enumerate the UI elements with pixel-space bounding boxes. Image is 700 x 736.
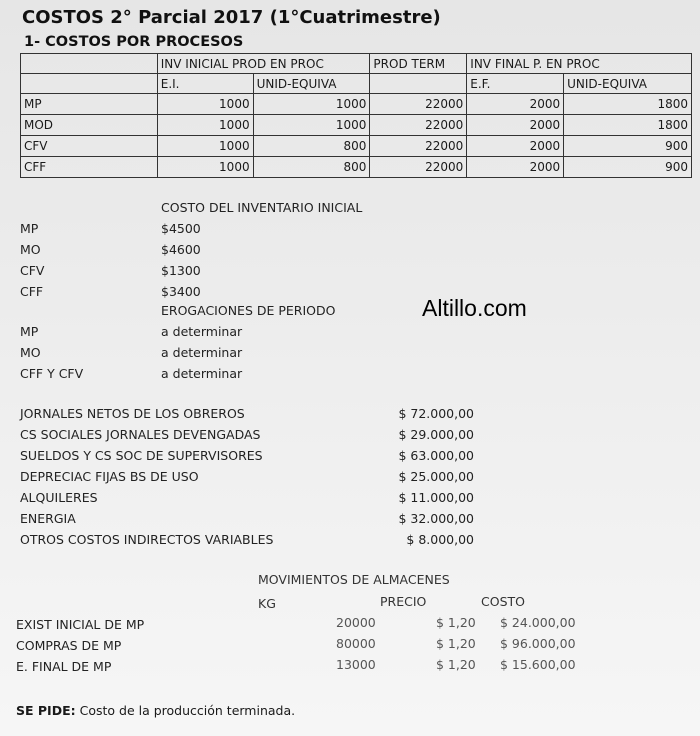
expense-amount: $ 63.000,00 bbox=[398, 448, 474, 463]
warehouse-row-label: COMPRAS DE MP bbox=[16, 638, 122, 653]
list-item-value: $4500 bbox=[161, 221, 201, 236]
list-item-label: MP bbox=[20, 324, 39, 339]
warehouse-col-kg: KG bbox=[258, 596, 276, 611]
table-corner-cell bbox=[21, 54, 158, 74]
table-row: MP 1000 1000 22000 2000 1800 bbox=[21, 94, 692, 115]
list-item-value: $1300 bbox=[161, 263, 201, 278]
expense-label: DEPRECIAC FIJAS BS DE USO bbox=[20, 469, 199, 484]
warehouse-col-costo: COSTO bbox=[481, 594, 525, 609]
expense-amount: $ 32.000,00 bbox=[398, 511, 474, 526]
subheader-ef: E.F. bbox=[467, 74, 564, 94]
table-row: CFF 1000 800 22000 2000 900 bbox=[21, 157, 692, 178]
list-item-label: CFF Y CFV bbox=[20, 366, 84, 381]
warehouse-row-cost: $ 15.600,00 bbox=[500, 657, 576, 672]
task-statement bbox=[16, 703, 295, 718]
list-item-label: CFF bbox=[20, 284, 44, 299]
warehouse-heading: MOVIMIENTOS DE ALMACENES bbox=[258, 572, 450, 587]
inventory-cost-heading: COSTO DEL INVENTARIO INICIAL bbox=[161, 200, 363, 215]
warehouse-row-price: $ 1,20 bbox=[436, 657, 476, 672]
watermark: Altillo.com bbox=[422, 295, 527, 321]
warehouse-row-cost: $ 96.000,00 bbox=[500, 636, 576, 651]
list-item-value: a determinar bbox=[161, 324, 243, 339]
expense-label: OTROS COSTOS INDIRECTOS VARIABLES bbox=[20, 532, 274, 547]
list-item-label: MO bbox=[20, 242, 41, 257]
warehouse-row-label: E. FINAL DE MP bbox=[16, 659, 112, 674]
table-row: CFV 1000 800 22000 2000 900 bbox=[21, 136, 692, 157]
process-table bbox=[20, 53, 692, 178]
header-prod-term: PROD TERM bbox=[370, 54, 467, 74]
period-outlays-heading: EROGACIONES DE PERIODO bbox=[161, 303, 336, 318]
header-inv-final: INV FINAL P. EN PROC bbox=[467, 54, 692, 74]
list-item-value: a determinar bbox=[161, 366, 243, 381]
task-text: Costo de la producción terminada. bbox=[79, 703, 296, 718]
list-item-label: MP bbox=[20, 221, 39, 236]
expense-label: CS SOCIALES JORNALES DEVENGADAS bbox=[20, 427, 261, 442]
table-subheader-row bbox=[21, 74, 692, 94]
section-title: 1- COSTOS POR PROCESOS bbox=[24, 34, 244, 50]
warehouse-col-precio: PRECIO bbox=[380, 594, 427, 609]
expense-label: JORNALES NETOS DE LOS OBREROS bbox=[20, 406, 245, 421]
subheader-unid-equiva-fin: UNID-EQUIVA bbox=[564, 74, 692, 94]
task-prefix: SE PIDE: bbox=[16, 703, 76, 718]
warehouse-row-kg: 20000 bbox=[336, 615, 376, 630]
expense-amount: $ 11.000,00 bbox=[398, 490, 474, 505]
expense-amount: $ 29.000,00 bbox=[398, 427, 474, 442]
subheader-unid-equiva-ini: UNID-EQUIVA bbox=[253, 74, 370, 94]
subheader-ei: E.I. bbox=[157, 74, 253, 94]
list-item-label: CFV bbox=[20, 263, 45, 278]
table-row: MOD 1000 1000 22000 2000 1800 bbox=[21, 115, 692, 136]
document-title: COSTOS 2° Parcial 2017 (1°Cuatrimestre) bbox=[22, 7, 441, 28]
warehouse-row-price: $ 1,20 bbox=[436, 615, 476, 630]
expense-amount: $ 25.000,00 bbox=[398, 469, 474, 484]
expense-label: SUELDOS Y CS SOC DE SUPERVISORES bbox=[20, 448, 263, 463]
warehouse-row-price: $ 1,20 bbox=[436, 636, 476, 651]
expense-label: ENERGIA bbox=[20, 511, 76, 526]
expense-label: ALQUILERES bbox=[20, 490, 98, 505]
warehouse-row-kg: 80000 bbox=[336, 636, 376, 651]
expense-amount: $ 8.000,00 bbox=[406, 532, 474, 547]
list-item-value: $4600 bbox=[161, 242, 201, 257]
warehouse-row-cost: $ 24.000,00 bbox=[500, 615, 576, 630]
list-item-label: MO bbox=[20, 345, 41, 360]
list-item-value: $3400 bbox=[161, 284, 201, 299]
list-item-value: a determinar bbox=[161, 345, 243, 360]
expense-amount: $ 72.000,00 bbox=[398, 406, 474, 421]
header-inv-inicial: INV INICIAL PROD EN PROC bbox=[157, 54, 370, 74]
warehouse-row-label: EXIST INICIAL DE MP bbox=[16, 617, 145, 632]
warehouse-row-kg: 13000 bbox=[336, 657, 376, 672]
table-header-row bbox=[21, 54, 692, 74]
